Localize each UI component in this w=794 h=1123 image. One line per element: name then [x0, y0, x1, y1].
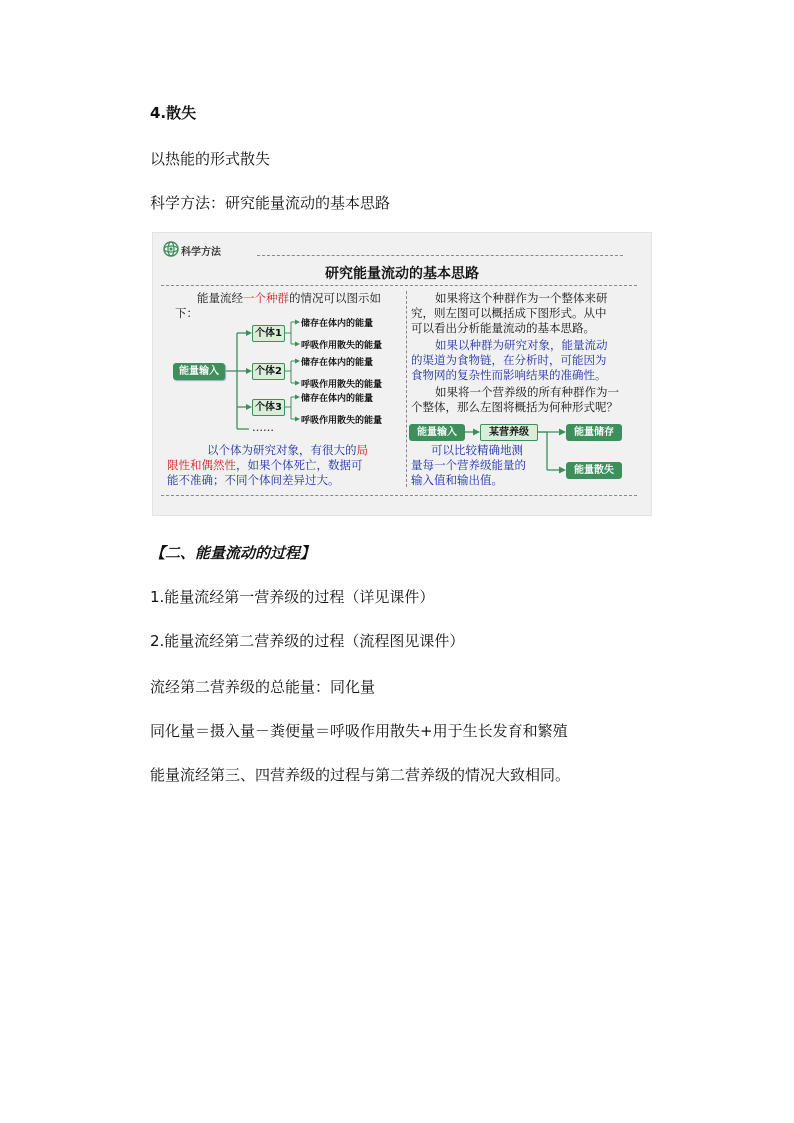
energy-flow-method-figure	[152, 232, 652, 516]
section-heading-dissipation: 4.散失	[150, 104, 197, 122]
individual-3-box: 个体3	[252, 399, 285, 416]
text-assimilation-formula: 同化量＝摄入量－粪便量＝呼吸作用散失+用于生长发育和繁殖	[150, 722, 568, 740]
leaf-respire-2: 呼吸作用散失的能量	[301, 380, 383, 390]
text-conclusion: 能量流经第三、四营养级的过程与第二营养级的情况大致相同。	[150, 766, 571, 784]
flow-energy-store-box: 能量储存	[566, 424, 622, 441]
right-note-text: 可以比较精确地测 量每一个营养级能量的 输入值和输出值。	[411, 443, 526, 487]
individual-2-box: 个体2	[252, 363, 285, 380]
text-scientific-method: 科学方法：研究能量流动的基本思路	[150, 194, 391, 212]
flow-energy-input-box: 能量输入	[409, 424, 465, 441]
item-first-trophic-level: 1.能量流经第一营养级的过程（详见课件）	[150, 588, 435, 606]
ellipsis: ……	[252, 421, 274, 434]
flow-trophic-level-box: 某营养级	[480, 424, 538, 441]
left-note-text: 以个体为研究对象，有很大的局 限性和偶然性，如果个体死亡，数据可 能不准确；不同个体间差异过大。	[167, 443, 368, 487]
energy-input-box: 能量输入	[173, 363, 225, 380]
individual-1-box: 个体1	[252, 325, 285, 342]
item-second-trophic-level: 2.能量流经第二营养级的过程（流程图见课件）	[150, 632, 465, 650]
leaf-store-1: 储存在体内的能量	[301, 319, 374, 329]
leaf-respire-1: 呼吸作用散失的能量	[301, 341, 383, 351]
left-intro-text: 能量流经一个种群的情况可以图示如 下：	[175, 291, 381, 320]
text-heat-dissipation: 以热能的形式散失	[150, 150, 271, 168]
right-para-3: 如果将一个营养级的所有种群作为一 个整体，那么左图将概括为何种形式呢？	[411, 385, 619, 414]
flow-energy-loss-box: 能量散失	[566, 462, 622, 479]
leaf-store-2: 储存在体内的能量	[301, 358, 374, 368]
section-title-energy-flow-process: 【二、能量流动的过程】	[150, 544, 316, 562]
figure-title: 研究能量流动的基本思路	[325, 266, 479, 282]
figure-header: 科学方法	[181, 247, 221, 258]
leaf-store-3: 储存在体内的能量	[301, 394, 374, 404]
leaf-respire-3: 呼吸作用散失的能量	[301, 416, 383, 426]
right-para-2: 如果以种群为研究对象，能量流动 的渠道为食物链，在分析时，可能因为 食物网的复杂性而影响结果的准确性。	[411, 338, 608, 382]
text-total-energy: 流经第二营养级的总能量：同化量	[150, 678, 376, 696]
right-para-1: 如果将这个种群作为一个整体来研 究，则左图可以概括成下图形式。从中 可以看出分析能量流动的基本思路。	[411, 291, 608, 335]
